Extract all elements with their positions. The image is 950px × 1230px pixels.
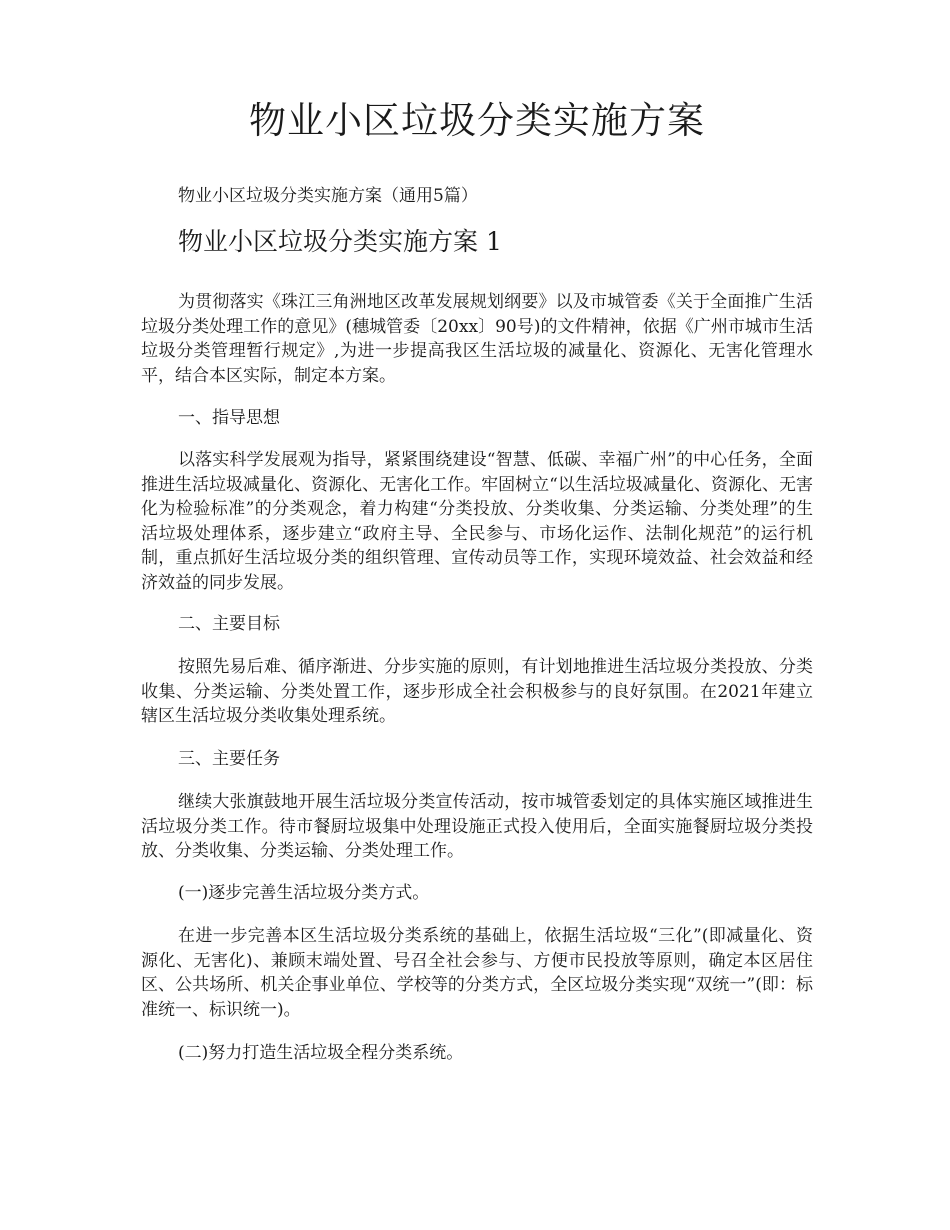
heading-main-goals: 二、主要目标 xyxy=(178,614,280,634)
heading-subtask-2: (二)努力打造生活垃圾全程分类系统。 xyxy=(178,1043,464,1063)
section-title: 物业小区垃圾分类实施方案 1 xyxy=(178,227,502,256)
paragraph-subtask-1: 在进一步完善本区生活垃圾分类系统的基础上，依据生活垃圾“三化”(即减量化、资源化、无害化)、兼顾末端处置、号召全社会参与、方便市民投放等原则，确定本区居住区、公共场所、机关企事业单位、学校等的分类方式，全区垃圾分类实现“双统一”(即：标准统一、标识统一)。 xyxy=(141,926,813,1020)
paragraph-main-goals: 按照先易后难、循序渐进、分步实施的原则，有计划地推进生活垃圾分类投放、分类收集、分类运输、分类处置工作，逐步形成全社会积极参与的良好氛围。在2021年建立辖区生活垃圾分类收集处理系统。 xyxy=(141,657,813,726)
paragraph-main-tasks: 继续大张旗鼓地开展生活垃圾分类宣传活动，按市城管委划定的具体实施区域推进生活垃圾分类工作。待市餐厨垃圾集中处理设施正式投入使用后，全面实施餐厨垃圾分类投放、分类收集、分类运输、分类处理工作。 xyxy=(141,792,813,861)
document-title: 物业小区垃圾分类实施方案 xyxy=(249,99,705,142)
heading-subtask-1: (一)逐步完善生活垃圾分类方式。 xyxy=(178,883,430,903)
document-subtitle: 物业小区垃圾分类实施方案（通用5篇） xyxy=(178,186,478,206)
heading-guiding-ideology: 一、指导思想 xyxy=(178,408,280,428)
heading-main-tasks: 三、主要任务 xyxy=(178,749,280,769)
paragraph-intro: 为贯彻落实《珠江三角洲地区改革发展规划纲要》以及市城管委《关于全面推广生活垃圾分类处理工作的意见》(穗城管委〔20xx〕90号)的文件精神，依据《广州市城市生活垃圾分类管理暂行规定》,为进一步提高我区生活垃圾的减量化、资源化、无害化管理水平，结合本区实际，制定本方案。 xyxy=(141,292,813,386)
paragraph-guiding-ideology: 以落实科学发展观为指导，紧紧围绕建设“智慧、低碳、幸福广州”的中心任务，全面推进生活垃圾减量化、资源化、无害化工作。牢固树立“以生活垃圾减量化、资源化、无害化为检验标准”的分类观念，着力构建“分类投放、分类收集、分类运输、分类处理”的生活垃圾处理体系，逐步建立“政府主导、全民参与、市场化运作、法制化规范”的运行机制，重点抓好生活垃圾分类的组织管理、宣传动员等工作，实现环境效益、社会效益和经济效益的同步发展。 xyxy=(141,450,813,593)
